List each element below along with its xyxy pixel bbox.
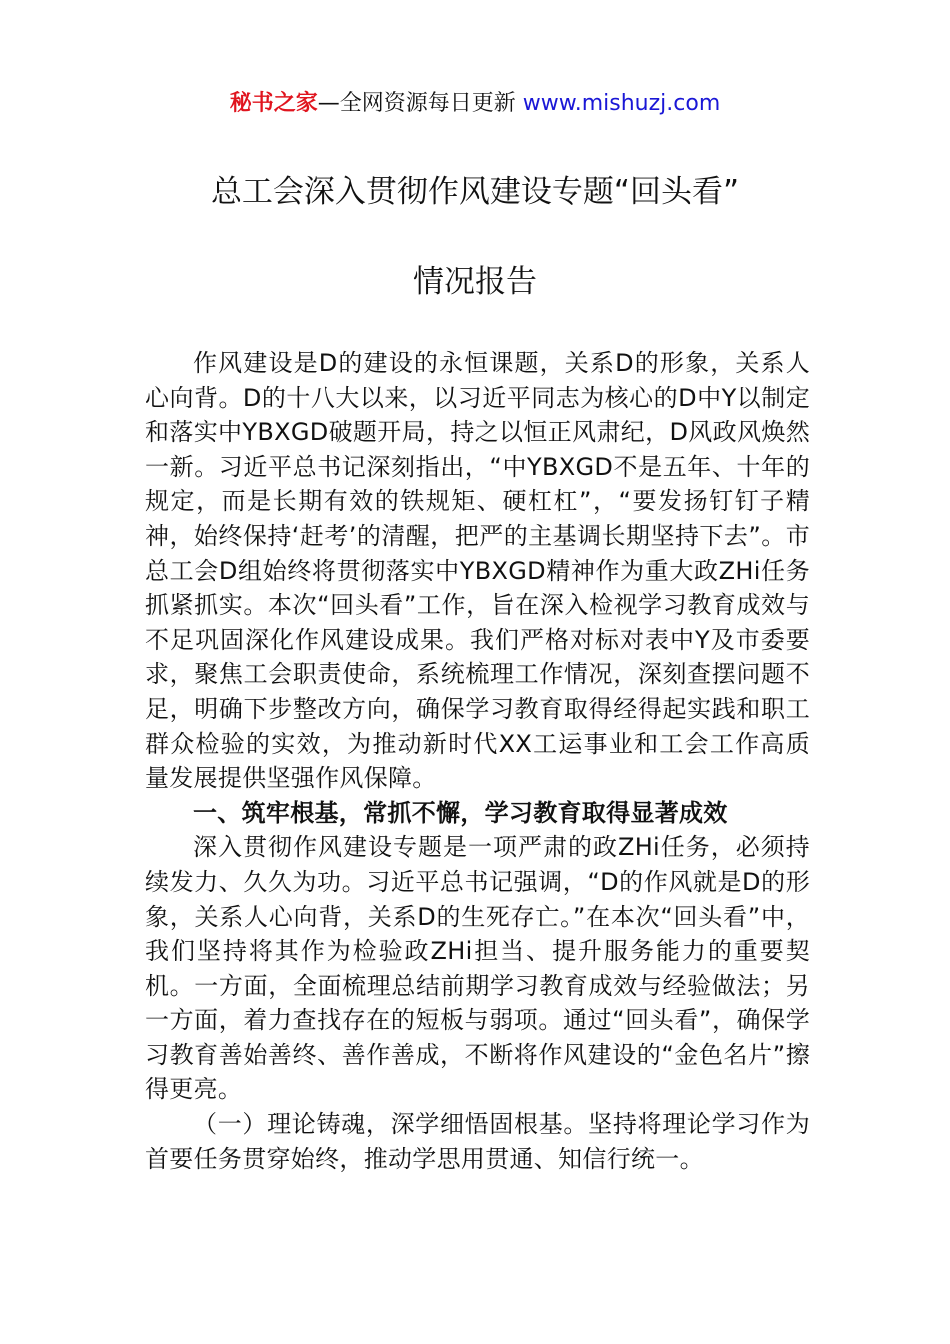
document-title-line-2: 情况报告: [413, 264, 537, 300]
site-banner: [0, 88, 950, 120]
document-title-line-1: 总工会深入贯彻作风建设专题“回头看”: [210, 174, 740, 210]
banner-brand: 秘书之家: [229, 91, 318, 116]
banner-slogan: —全网资源每日更新: [317, 91, 523, 116]
section-heading-1: 一、筑牢根基，常抓不懈，学习教育取得显著成效: [193, 798, 728, 827]
paragraph-section-1: 深入贯彻作风建设专题是一项严肃的政ZHi任务，必须持续发力、久久为功。习近平总书记强调，“D的作风就是D的形象，关系人心向背，关系D的生死存亡。”在本次“回头看”中，我们坚持将其作为检验政ZHi担当、提升服务能力的重要契机。一方面，全面梳理总结前期学习教育成效与经验做法；另一方面，着力查找存在的短板与弱项。通过“回头看”，确保学习教育善始善终、善作善成，不断将作风建设的“金色名片”擦得更亮。: [145, 833, 810, 1104]
paragraph-subsection-1: （一）理论铸魂，深学细悟固根基。坚持将理论学习作为首要任务贯穿始终，推动学思用贯通、知信行统一。: [145, 1110, 810, 1173]
document-body: [145, 346, 810, 1176]
banner-url-link[interactable]: www.mishuzj.com: [522, 91, 721, 116]
paragraph-intro: 作风建设是D的建设的永恒课题，关系D的形象，关系人心向背。D的十八大以来，以习近平同志为核心的D中Y以制定和落实中YBXGD破题开局，持之以恒正风肃纪，D风政风焕然一新。习近平总书记深刻指出，“中YBXGD不是五年、十年的规定，而是长期有效的铁规矩、硬杠杠”，“要发扬钉钉子精神，始终保持‘赶考’的清醒，把严的主基调长期坚持下去”。市总工会D组始终将贯彻落实中YBXGD精神作为重大政ZHi任务抓紧抓实。本次“回头看”工作，旨在深入检视学习教育成效与不足巩固深化作风建设成果。我们严格对标对表中Y及市委要求，聚焦工会职责使命，系统梳理工作情况，深刻查摆问题不足，明确下步整改方向，确保学习教育取得经得起实践和职工群众检验的实效，为推动新时代XX工运事业和工会工作高质量发展提供坚强作风保障。: [145, 349, 810, 793]
